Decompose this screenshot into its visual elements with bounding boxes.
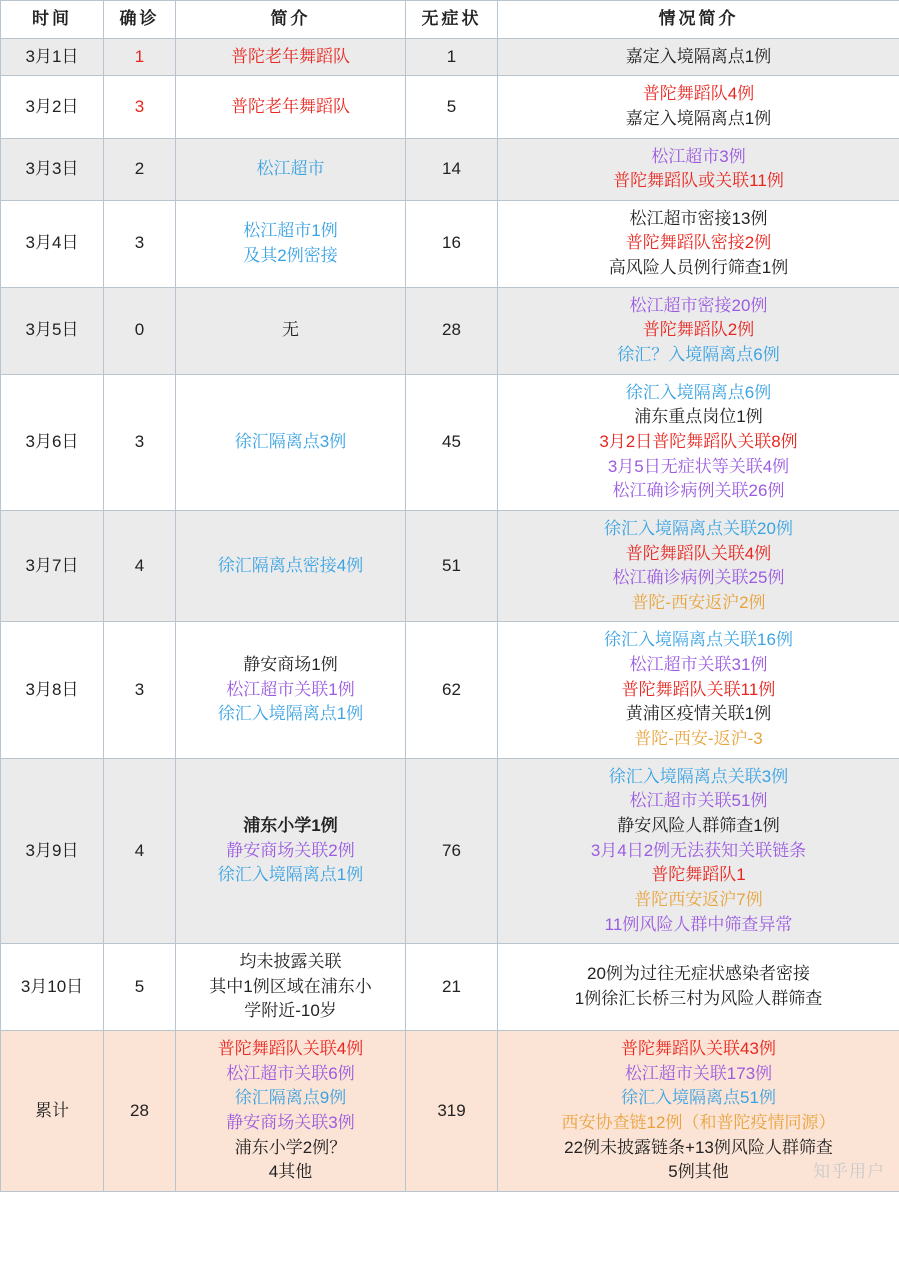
cell-description <box>176 944 406 1031</box>
description-line: 4其他 <box>268 1162 313 1182</box>
note-line: 3月5日无症状等关联4例 <box>607 456 790 476</box>
cell-confirmed-count: 3 <box>104 76 176 138</box>
description-line: 普陀舞蹈队关联4例 <box>217 1039 364 1059</box>
cell-notes <box>498 38 899 76</box>
description-line: 浦东小学1例 <box>243 815 338 835</box>
cell-confirmed-count: 3 <box>104 622 176 758</box>
note-line: 3月2日普陀舞蹈队关联8例 <box>599 431 798 451</box>
description-line: 其中1例区域在浦东小 <box>209 976 372 996</box>
column-header-notes: 情况简介 <box>498 1 899 39</box>
note-line: 普陀西安返沪7例 <box>634 889 763 909</box>
description-line: 静安商场关联3例 <box>226 1112 355 1132</box>
cell-confirmed-count: 28 <box>104 1031 176 1192</box>
description-line: 松江超市关联6例 <box>226 1063 355 1083</box>
cell-confirmed-count: 4 <box>104 510 176 622</box>
description-line: 及其2例密接 <box>243 245 338 265</box>
cell-description <box>176 200 406 287</box>
cell-notes <box>498 944 899 1031</box>
note-line: 普陀舞蹈队关联11例 <box>621 679 776 699</box>
description-line: 静安商场关联2例 <box>226 840 355 860</box>
note-line: 11例风险人群中筛查异常 <box>604 914 793 934</box>
note-line: 普陀舞蹈队1 <box>651 865 746 885</box>
note-line: 松江超市关联31例 <box>629 655 768 675</box>
cell-notes <box>498 200 899 287</box>
table-row <box>1 287 899 374</box>
description-line: 徐汇隔离点密接4例 <box>217 555 364 575</box>
cell-date: 3月4日 <box>1 200 104 287</box>
table-row <box>1 200 899 287</box>
note-line: 徐汇入境隔离点51例 <box>621 1088 776 1108</box>
column-header-description: 简介 <box>176 1 406 39</box>
cell-confirmed-count: 1 <box>104 38 176 76</box>
description-line: 松江超市关联1例 <box>226 679 355 699</box>
cell-notes <box>498 758 899 943</box>
cell-date: 3月8日 <box>1 622 104 758</box>
cell-description <box>176 138 406 200</box>
note-line: 浦东重点岗位1例 <box>634 407 763 427</box>
cell-asymptomatic-count: 45 <box>406 374 498 510</box>
cell-date: 3月3日 <box>1 138 104 200</box>
cell-asymptomatic-count: 319 <box>406 1031 498 1192</box>
table-body <box>1 38 899 1191</box>
note-line: 普陀-西安返沪2例 <box>631 592 766 612</box>
cell-date: 3月5日 <box>1 287 104 374</box>
table-row <box>1 944 899 1031</box>
description-line: 徐汇入境隔离点1例 <box>217 704 364 724</box>
note-line: 普陀舞蹈队4例 <box>642 84 755 104</box>
note-line: 普陀舞蹈队密接2例 <box>625 233 772 253</box>
note-line: 徐汇？入境隔离点6例 <box>617 345 780 365</box>
table-header-row <box>1 1 899 39</box>
cell-confirmed-count: 4 <box>104 758 176 943</box>
cell-notes <box>498 287 899 374</box>
cell-asymptomatic-count: 14 <box>406 138 498 200</box>
note-line: 1例徐汇长桥三村为风险人群筛查 <box>574 989 823 1009</box>
cell-asymptomatic-count: 51 <box>406 510 498 622</box>
note-line: 松江超市关联51例 <box>629 791 768 811</box>
note-line: 普陀舞蹈队或关联11例 <box>613 171 784 191</box>
description-line: 徐汇隔离点3例 <box>234 431 347 451</box>
cell-notes <box>498 138 899 200</box>
cell-asymptomatic-count: 5 <box>406 76 498 138</box>
cell-description <box>176 1031 406 1192</box>
cell-confirmed-count: 3 <box>104 374 176 510</box>
description-line: 普陀老年舞蹈队 <box>231 96 350 116</box>
cell-description <box>176 510 406 622</box>
cell-description <box>176 622 406 758</box>
table-row-total <box>1 1031 899 1192</box>
table-header <box>1 1 899 39</box>
note-line: 松江确诊病例关联26例 <box>612 481 785 501</box>
table-row <box>1 510 899 622</box>
table-row <box>1 758 899 943</box>
cell-date: 3月1日 <box>1 38 104 76</box>
note-line: 徐汇入境隔离点关联16例 <box>604 630 793 650</box>
description-line: 松江超市1例 <box>243 221 338 241</box>
note-line: 普陀舞蹈队关联4例 <box>625 543 772 563</box>
description-line: 徐汇隔离点9例 <box>234 1088 347 1108</box>
cell-description <box>176 374 406 510</box>
note-line: 西安协查链12例（和普陀疫情同源） <box>561 1112 836 1132</box>
description-line: 均未披露关联 <box>239 952 342 972</box>
note-line: 高风险人员例行筛查1例 <box>608 258 789 278</box>
cell-asymptomatic-count: 28 <box>406 287 498 374</box>
note-line: 松江确诊病例关联25例 <box>612 568 785 588</box>
table-row <box>1 38 899 76</box>
cell-confirmed-count: 0 <box>104 287 176 374</box>
description-line: 松江超市 <box>256 158 325 178</box>
note-line: 5例其他 <box>668 1162 729 1182</box>
cell-date: 3月10日 <box>1 944 104 1031</box>
cell-description <box>176 287 406 374</box>
table-row <box>1 374 899 510</box>
note-line: 嘉定入境隔离点1例 <box>625 108 772 128</box>
cell-confirmed-count: 2 <box>104 138 176 200</box>
note-line: 徐汇入境隔离点关联3例 <box>608 766 789 786</box>
note-line: 嘉定入境隔离点1例 <box>625 46 772 66</box>
cell-date: 3月2日 <box>1 76 104 138</box>
note-line: 松江超市3例 <box>651 146 746 166</box>
cell-asymptomatic-count: 76 <box>406 758 498 943</box>
cell-asymptomatic-count: 16 <box>406 200 498 287</box>
column-header-confirmed: 确诊 <box>104 1 176 39</box>
cell-asymptomatic-count: 21 <box>406 944 498 1031</box>
cell-confirmed-count: 5 <box>104 944 176 1031</box>
description-line: 徐汇入境隔离点1例 <box>217 865 364 885</box>
table-row <box>1 76 899 138</box>
column-header-asymptomatic: 无症状 <box>406 1 498 39</box>
cell-date: 3月6日 <box>1 374 104 510</box>
note-line: 松江超市关联173例 <box>624 1063 773 1083</box>
cell-notes <box>498 622 899 758</box>
note-line: 20例为过往无症状感染者密接 <box>587 964 810 984</box>
cell-asymptomatic-count: 1 <box>406 38 498 76</box>
cell-description <box>176 758 406 943</box>
table-row <box>1 138 899 200</box>
table-row <box>1 622 899 758</box>
watermark: 知乎用户 <box>813 1161 885 1181</box>
cell-notes <box>498 76 899 138</box>
cell-date: 3月9日 <box>1 758 104 943</box>
cell-notes <box>498 510 899 622</box>
note-line: 普陀舞蹈队关联43例 <box>621 1039 776 1059</box>
note-line: 普陀舞蹈队2例 <box>642 320 755 340</box>
description-line: 浦东小学2例？ <box>234 1137 347 1157</box>
cell-description <box>176 76 406 138</box>
note-line: 静安风险人群筛查1例 <box>617 815 780 835</box>
note-line: 徐汇入境隔离点关联20例 <box>604 518 793 538</box>
cell-asymptomatic-count: 62 <box>406 622 498 758</box>
note-line: 3月4日2例无法获知关联链条 <box>590 840 807 860</box>
description-line: 普陀老年舞蹈队 <box>231 46 350 66</box>
note-line: 黄浦区疫情关联1例 <box>625 704 772 724</box>
note-line: 普陀-西安-返沪-3 <box>634 729 763 749</box>
cell-confirmed-count: 3 <box>104 200 176 287</box>
cell-description <box>176 38 406 76</box>
cell-date: 累计 <box>1 1031 104 1192</box>
cell-notes <box>498 374 899 510</box>
description-line: 无 <box>282 320 299 340</box>
note-line: 徐汇入境隔离点6例 <box>625 382 772 402</box>
description-line: 静安商场1例 <box>243 655 338 675</box>
note-line: 松江超市密接20例 <box>629 295 768 315</box>
description-line: 学附近-10岁 <box>244 1001 337 1021</box>
note-line: 松江超市密接13例 <box>629 208 768 228</box>
column-header-date: 时间 <box>1 1 104 39</box>
cell-date: 3月7日 <box>1 510 104 622</box>
cell-notes <box>498 1031 899 1192</box>
note-line: 22例未披露链条+13例风险人群筛查 <box>564 1137 833 1157</box>
